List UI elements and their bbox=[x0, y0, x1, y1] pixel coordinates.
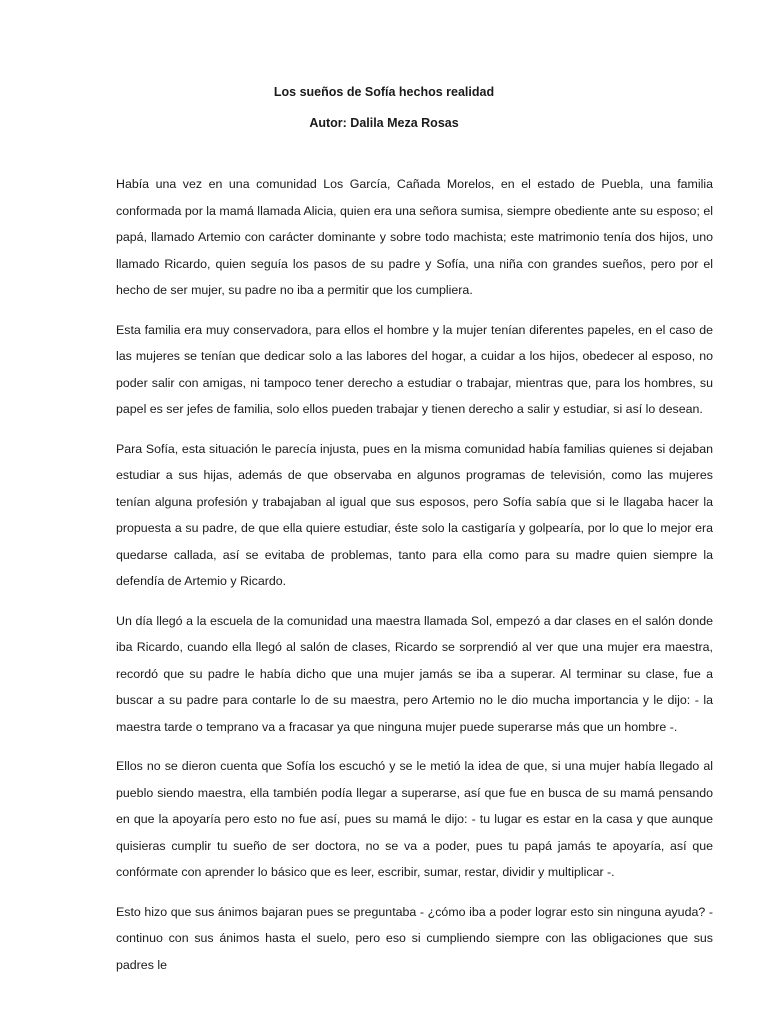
paragraph: Un día llegó a la escuela de la comunidad una maestra llamada Sol, empezó a dar clases en el salón donde iba Ricardo, cuando ella llegó al salón de clases, Ricardo se sorprendió al ver que una mujer era maestra, recordó que su padre le había dicho que una mujer jamás se iba a superar. Al terminar su clase, fue a buscar a su padre para contarle lo de su maestra, pero Artemio no le dio mucha importancia y le dijo: - la maestra tarde o temprano va a fracasar ya que ninguna mujer puede superarse más que un hombre -. bbox=[116, 613, 713, 734]
document-title: Los sueños de Sofía hechos realidad bbox=[273, 85, 495, 99]
paragraph: Ellos no se dieron cuenta que Sofía los escuchó y se le metió la idea de que, si una mujer había llegado al pueblo siendo maestra, ella también podía llegar a superarse, así que fue en busca de su mamá pensando en que la apoyaría pero esto no fue así, pues su mamá le dijo: - tu lugar es estar en la casa y que aunque quisieras cumplir tu sueño de ser doctora, no se va a poder, pues tu papá jamás te apoyaría, así que confórmate con aprender lo básico que es leer, escribir, sumar, restar, dividir y multiplicar -. bbox=[116, 759, 713, 879]
paragraph: Esta familia era muy conservadora, para ellos el hombre y la mujer tenían diferentes papeles, en el caso de las mujeres se tenían que dedicar solo a las labores del hogar, a cuidar a los hijos, obedecer al esposo, no poder salir con amigas, ni tampoco tener derecho a estudiar o trabajar, mientras que, para los hombres, su papel es ser jefes de familia, solo ellos pueden trabajar y tienen derecho a salir y estudiar, si así lo desean. bbox=[116, 322, 713, 416]
document-body bbox=[116, 171, 713, 991]
paragraph: Esto hizo que sus ánimos bajaran pues se preguntaba - ¿cómo iba a poder lograr esto sin ninguna ayuda? - continuo con sus ánimos hasta el suelo, pero eso si cumpliendo siempre con las obligaciones que sus padres le bbox=[116, 904, 713, 972]
paragraph: Había una vez en una comunidad Los García, Cañada Morelos, en el estado de Puebla, una familia conformada por la mamá llamada Alicia, quien era una señora sumisa, siempre obediente ante su esposo; el papá, llamado Artemio con carácter dominante y sobre todo machista; este matrimonio tenía dos hijos, uno llamado Ricardo, quien seguía los pasos de su padre y Sofía, una niña con grandes sueños, pero por el hecho de ser mujer, su padre no iba a permitir que los cumpliera. bbox=[116, 177, 713, 297]
document-author: Autor: Dalila Meza Rosas bbox=[309, 116, 459, 130]
paragraph: Para Sofía, esta situación le parecía injusta, pues en la misma comunidad había familias quienes si dejaban estudiar a sus hijas, además de que observaba en algunos programas de televisión, como las mujeres tenían alguna profesión y trabajaban al igual que sus esposos, pero Sofía sabía que si le llagaba hacer la propuesta a su padre, de que ella quiere estudiar, éste solo la castigaría y golpearía, por lo que lo mejor era quedarse callada, así se evitaba de problemas, tanto para ella como para su madre quien siempre la defendía de Artemio y Ricardo. bbox=[116, 441, 713, 588]
